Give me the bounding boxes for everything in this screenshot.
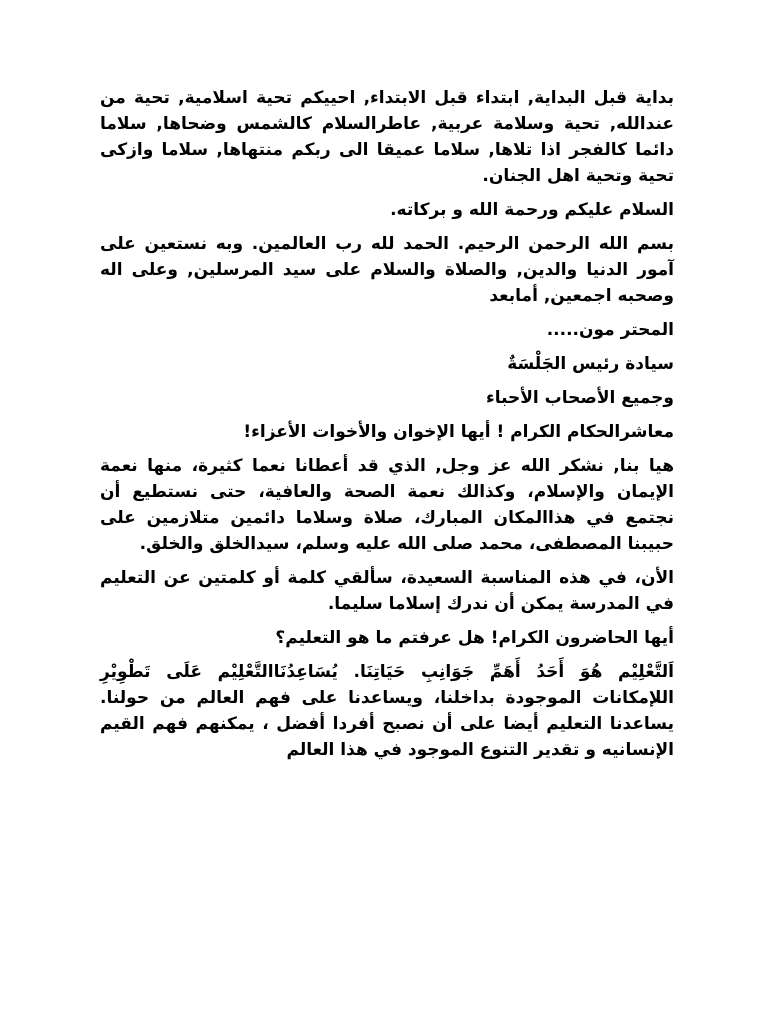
friends-line: وجميع الأصحاب الأحباء [486,388,674,408]
greeting-paragraph: بداية قبل البداية, ابتداء قبل الابتداء, احييكم تحية اسلامية, تحية من عندالله, تحية وسلامة عربية, عاطرالسلام كالشمس وضحاها, سلاما دائما كالفجر اذا تلاها, سلاما عميقا الى ربكم منتهاها, سلاما وازكى تحية وتحية اهل الجنان. [100,88,674,186]
respected-line: المحتر مون..... [546,320,674,340]
basmala-paragraph: بسم الله الرحمن الرحيم. الحمد لله رب العالمين. وبه نستعين على آمور الدنيا والدين, والصلاة والسلام على سيد المرسلين, وعلى اله وصحبه اجمعين, أمابعد [100,234,674,306]
gratitude-paragraph: هيا بنا, نشكر الله عز وجل, الذي قد أعطانا نعما كثيرة، منها نعمة الإيمان والإسلام، وكذالك نعمة الصحة والعافية، حتى نستطيع أن نجتمع في هذاالمكان المبارك، صلاة وسلاما دائمين متلازمين على حبيبنا المصطفى، محمد صلى الله عليه وسلم، سيدالخلق والخلق. [100,456,674,554]
education-paragraph: اَلتَّعْلِيْم هُوَ أَحَدُ أَهَمِّ جَوَانِبِ حَيَاتِنَا. يُسَاعِدُنَاالتَّعْلِيْم عَلَى تَطْوِيْرِ اللإمكانات الموجودة بداخلنا، ويساعدنا على فهم العالم من حولنا. يساعدنا التعليم أيضا على أن نصبح أفردا أفضل ، يمكنهم فهم القيم الإنسانيه و تقدير التنوع الموجود في هذا العالم [100,662,674,760]
judges-line: معاشرالحكام الكرام ! أيها الإخوان والأخوات الأعزاء! [243,422,674,442]
chairman-line: سيادة رئيس الجَلْسَةٌ [507,354,674,374]
occasion-paragraph: الأن، في هذه المناسبة السعيدة، سألقي كلمة أو كلمتين عن التعليم في المدرسة يمكن أن ندرك إسلاما سليما. [100,568,674,614]
document-page [100,85,674,985]
question-line: أيها الحاضرون الكرام! هل عرفتم ما هو التعليم؟ [275,628,674,648]
salam-line: السلام عليكم ورحمة الله و بركاته. [390,200,674,220]
